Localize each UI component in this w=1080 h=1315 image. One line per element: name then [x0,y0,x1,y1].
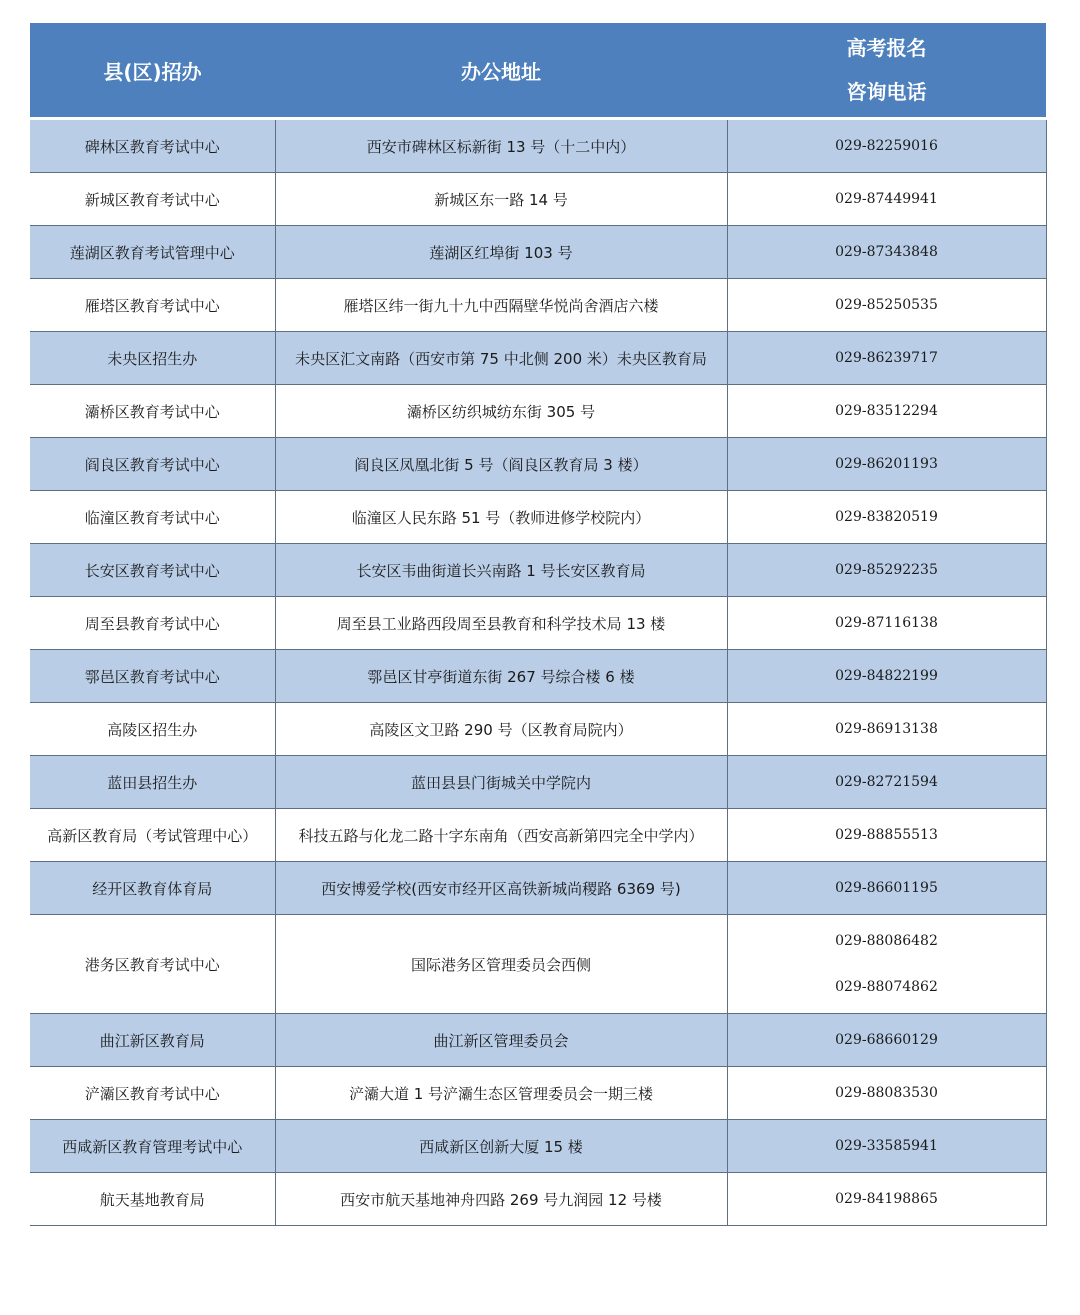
phone-number: 029-85250535 [835,297,938,313]
office-name-cell: 港务区教育考试中心 [30,915,275,1014]
table-row [30,385,1046,438]
office-address-cell: 浐灞大道 1 号浐灞生态区管理委员会一期三楼 [275,1067,727,1120]
phone-number: 029-82721594 [835,774,938,790]
phone-number: 029-85292235 [835,562,938,578]
header-phone-line1: 高考报名 [846,36,927,60]
phone-cell [727,544,1046,597]
phone-number: 029-87116138 [835,615,938,631]
phone-number: 029-88083530 [835,1085,938,1101]
office-name-cell: 长安区教育考试中心 [30,544,275,597]
table-row [30,862,1046,915]
phone-cell [727,332,1046,385]
office-name-cell: 高新区教育局（考试管理中心） [30,809,275,862]
office-name-cell: 曲江新区教育局 [30,1014,275,1067]
table-row [30,332,1046,385]
phone-cell [727,1173,1046,1226]
phone-number: 029-86601195 [835,880,938,896]
table-row [30,650,1046,703]
table-row [30,119,1046,173]
header-phone [727,23,1046,119]
phone-number: 029-83820519 [835,509,938,525]
office-address-cell: 国际港务区管理委员会西侧 [275,915,727,1014]
office-name-cell: 蓝田县招生办 [30,756,275,809]
phone-number: 029-88086482 [835,933,938,949]
office-address-cell: 灞桥区纺织城纺东街 305 号 [275,385,727,438]
phone-number: 029-68660129 [835,1032,938,1048]
office-address-cell: 蓝田县县门街城关中学院内 [275,756,727,809]
office-address-cell: 西安市碑林区标新街 13 号（十二中内） [275,119,727,173]
phone-number: 029-88074862 [835,979,938,995]
office-address-cell: 阎良区凤凰北街 5 号（阎良区教育局 3 楼） [275,438,727,491]
office-address-cell: 周至县工业路西段周至县教育和科学技术局 13 楼 [275,597,727,650]
office-address-cell: 临潼区人民东路 51 号（教师进修学校院内） [275,491,727,544]
table-header [30,23,1046,119]
phone-cell [727,862,1046,915]
table-row [30,279,1046,332]
office-name-cell: 航天基地教育局 [30,1173,275,1226]
phone-number: 029-83512294 [835,403,938,419]
office-name-cell: 莲湖区教育考试管理中心 [30,226,275,279]
office-address-cell: 西安博爱学校(西安市经开区高铁新城尚稷路 6369 号) [275,862,727,915]
phone-cell [727,703,1046,756]
phone-number: 029-84822199 [835,668,938,684]
phone-number: 029-82259016 [835,138,938,154]
table-row [30,1014,1046,1067]
phone-cell [727,438,1046,491]
phone-cell [727,1067,1046,1120]
phone-number: 029-86201193 [835,456,938,472]
office-name-cell: 西咸新区教育管理考试中心 [30,1120,275,1173]
table-row [30,809,1046,862]
table-row [30,544,1046,597]
header-address: 办公地址 [275,23,727,119]
office-name-cell: 灞桥区教育考试中心 [30,385,275,438]
table-row [30,756,1046,809]
office-address-cell: 莲湖区红埠街 103 号 [275,226,727,279]
table-row [30,173,1046,226]
office-address-cell: 鄠邑区甘亭街道东街 267 号综合楼 6 楼 [275,650,727,703]
table-row [30,226,1046,279]
office-name-cell: 碑林区教育考试中心 [30,119,275,173]
phone-cell [727,809,1046,862]
phone-cell [727,173,1046,226]
exam-office-contact-table [30,23,1047,1226]
phone-cell [727,491,1046,544]
contact-table-sheet [30,23,1046,1226]
office-name-cell: 周至县教育考试中心 [30,597,275,650]
phone-cell [727,597,1046,650]
table-row [30,1067,1046,1120]
phone-cell [727,226,1046,279]
phone-number: 029-87449941 [835,191,938,207]
phone-cell [727,385,1046,438]
office-address-cell: 西咸新区创新大厦 15 楼 [275,1120,727,1173]
office-name-cell: 高陵区招生办 [30,703,275,756]
office-name-cell: 新城区教育考试中心 [30,173,275,226]
office-address-cell: 西安市航天基地神舟四路 269 号九润园 12 号楼 [275,1173,727,1226]
phone-cell [727,119,1046,173]
phone-cell [727,1014,1046,1067]
header-office: 县(区)招办 [30,23,275,119]
office-address-cell: 曲江新区管理委员会 [275,1014,727,1067]
table-row [30,1173,1046,1226]
phone-number: 029-84198865 [835,1191,938,1207]
phone-cell [727,1120,1046,1173]
office-address-cell: 雁塔区纬一街九十九中西隔壁华悦尚舍酒店六楼 [275,279,727,332]
office-name-cell: 经开区教育体育局 [30,862,275,915]
phone-cell [727,756,1046,809]
office-name-cell: 阎良区教育考试中心 [30,438,275,491]
table-row [30,597,1046,650]
office-name-cell: 鄠邑区教育考试中心 [30,650,275,703]
table-body [30,119,1046,1226]
office-address-cell: 科技五路与化龙二路十字东南角（西安高新第四完全中学内） [275,809,727,862]
office-address-cell: 新城区东一路 14 号 [275,173,727,226]
table-row [30,703,1046,756]
header-row [30,23,1046,119]
office-name-cell: 临潼区教育考试中心 [30,491,275,544]
phone-cell [727,279,1046,332]
phone-number: 029-87343848 [835,244,938,260]
phone-cell [727,650,1046,703]
office-address-cell: 未央区汇文南路（西安市第 75 中北侧 200 米）未央区教育局 [275,332,727,385]
phone-number: 029-88855513 [835,827,938,843]
table-row [30,915,1046,1014]
office-address-cell: 高陵区文卫路 290 号（区教育局院内） [275,703,727,756]
phone-cell [727,915,1046,1014]
phone-number: 029-86913138 [835,721,938,737]
table-row [30,438,1046,491]
phone-number: 029-86239717 [835,350,938,366]
office-name-cell: 浐灞区教育考试中心 [30,1067,275,1120]
table-row [30,491,1046,544]
office-address-cell: 长安区韦曲街道长兴南路 1 号长安区教育局 [275,544,727,597]
table-row [30,1120,1046,1173]
office-name-cell: 雁塔区教育考试中心 [30,279,275,332]
office-name-cell: 未央区招生办 [30,332,275,385]
phone-number: 029-33585941 [835,1138,938,1154]
header-phone-line2: 咨询电话 [846,80,927,104]
